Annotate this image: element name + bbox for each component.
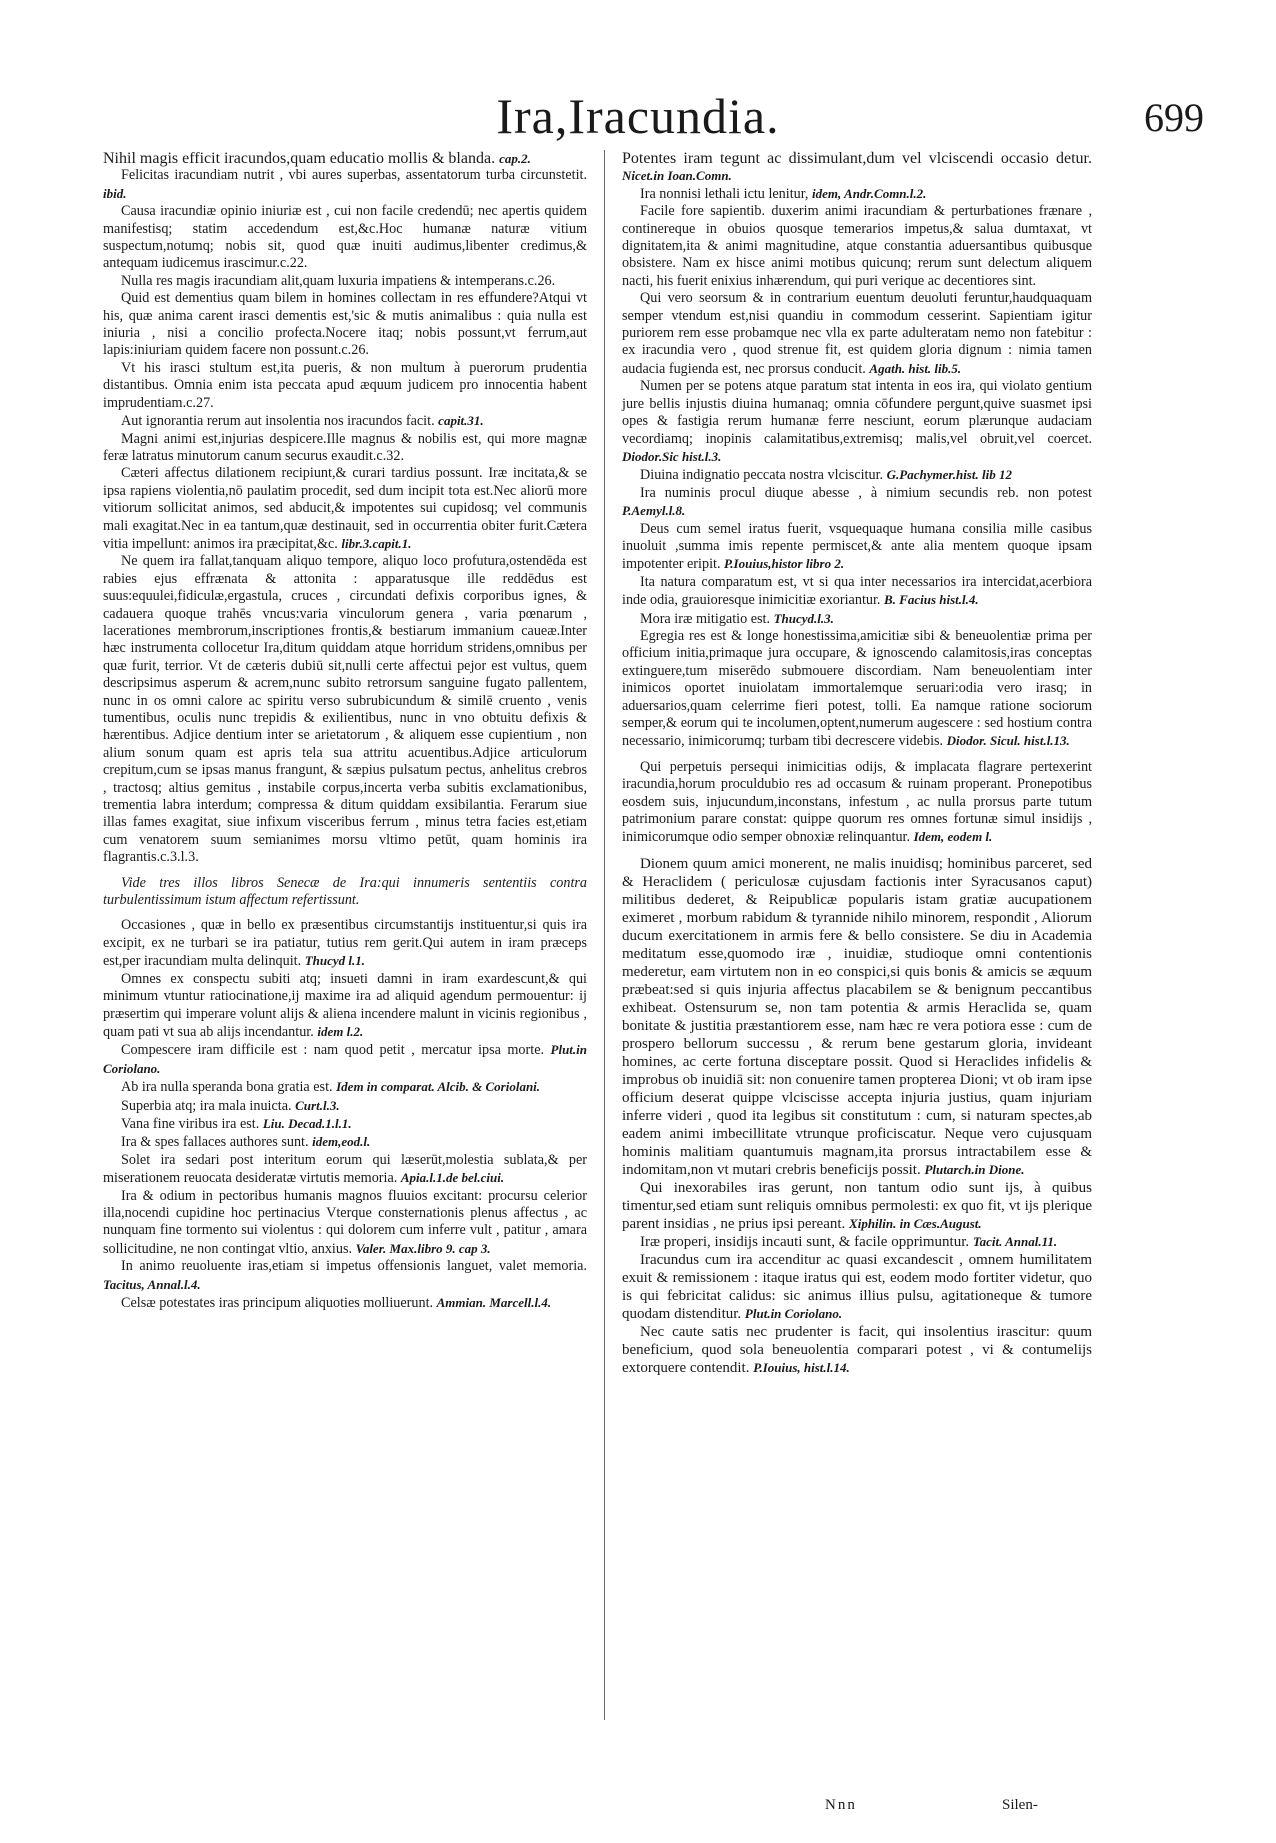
entry-paragraph [103,553,587,866]
entry-paragraph [103,1258,587,1294]
entry-text: Omnes ex conspectu subiti atq; insueti damni in iram exardescunt,& qui minimum vtuntur ratiocinatione,ij maxime ira ad aliquid agendum permouentur: ij præsertim qui imperare volunt alijs & aliena incendere malunt in vicinis regionibus , quam pati vt sua ab alijs incendantur. [103,970,587,1040]
source-citation: Thucyd.l.3. [773,610,834,626]
entry-paragraph [622,466,1092,484]
entry-text: Qui perpetuis persequi inimicitias odijs, & implacata flagrare pertexerint iracundia,horum proculdubio res ad occasum & ruinam properant. Pronepotibus eosdem suis, injucundum,inconstans, infestum , ac nulla prorsus parte tutum patrimonium parare constat: quippe quorum res omnes fortunæ simul insidijs , inimicorumque odio semper obnoxiæ relinquantur. [622,758,1092,846]
source-citation: G.Pachymer.hist. lib 12 [886,467,1012,483]
entry-paragraph [622,1179,1092,1233]
entry-paragraph [103,150,587,167]
source-citation: Plutarch.in Dione. [924,1161,1025,1177]
entry-paragraph [103,290,587,360]
source-citation: Diodor. Sicul. hist.l.13. [946,733,1070,749]
entry-text: Qui vero seorsum & in contrarium euentum deuoluti feruntur,haudquaquam semper vtendum est,nisi quandiu in commodum cesserint. Sapientiam igitur puriorem rem esse probamque nec vlla ex parte adulteratam nemo non fatebitur : ex iracundia vero , quod strenue fit, est quidem gloria dignum : nimia tamen audacia fugienda est, nec prorsus conducit. [622,290,1092,377]
column-divider [604,150,605,1720]
entry-paragraph [103,465,587,553]
source-citation: Thucyd l.1. [304,953,366,969]
entry-paragraph [622,1233,1092,1251]
source-citation: Idem in comparat. Alcib. & Coriolani. [336,1079,541,1095]
source-citation: Tacit. Annal.11. [972,1233,1058,1249]
entry-paragraph [622,485,1092,521]
entry-text: Ne quem ira fallat,tanquam aliquo tempore, aliquo loco profutura,ostendēda est rabies ejus effrænata & attonita : apparatusque ille reddēdus est suus:equulei,fidiculæ,ergastula, cruces , circundati defixis corporibus ignes, & cadauera quoque trahēs vncus:varia vinculorum genera , varia pœnarum , lacerationes membrorum,inscriptiones frontis,& bestiarum immanium caueæ.Inter hæc instrumenta collocetur Ira,ditum quiddam atque horridum stridens,omnibus per quæ furit, terrior. Vt de cæteris dubiū sit,nulli certe affectui pejor est vultus, quem descripsimus asperum & acrem,nunc subito retrorsum sanguine fugato pallentem, nunc in os omni calore ac spiritu verso subrubicundum & similē cruento , venis tumentibus, oculis nunc trepidis & exilientibus, nunc in vno obtuitu defixis & hærentibus. Adjice dentium inter se arietatorum , & aliquem esse cupientium , non alium sonum quam est apris tela sua attritu acuentibus.Adjice articulorum crepitum,cum se ipsas manus frangunt, & sæpius pulsatum pectus, anhelitus crebros , tractosq; altius gemitus , instabile corpus,incerta verba subitis exclamationibus, trementia labra interdum; compressa & ditum quiddam exsibilantia. Ferarum siue illas fames exagitat, siue infixum visceribus ferrum , minus tetra facies est,etiam cum venatorem suum semianimes morsu vltimo petūt, quam hominis ira flagrantis.c.3.l.3. [103,553,587,866]
entry-text: Cæteri affectus dilationem recipiunt,& curari tardius possunt. Iræ incitata,& se ipsa rapiens violentia,nō paulatim procedit, sed dum incipit tota est.Nec aliorū more vitiorum sollicitat animos, sed abducit,& impotentes sui cupidosq; vel communis mali exagitat.Nec in ea tantum,quæ destinauit, sed in occurrentia obiter furit.Cætera vitia impellunt: animos ira præcipitat,&c. [103,465,587,552]
entry-text: Solet ira sedari post interitum eorum qui læserūt,molestia sublata,& per miserationem reuocata desideratæ virtutis memoria. [103,1151,587,1187]
entry-text: Compescere iram difficile est : nam quod petit , mercatur ipsa morte. [121,1042,545,1059]
source-citation: cap.2. [499,151,531,166]
entry-text: Deus cum semel iratus fuerit, vsquequaque humana consilia mille casibus inuoluit ,summa imis repente permiscet,& ante alia mentem quoque ipsam impotenter eripit. [622,520,1092,573]
source-citation: idem l.2. [317,1023,364,1039]
entry-text: Celsæ potestates iras principum aliquoties molliuerunt. [121,1295,434,1311]
entry-paragraph [622,1251,1092,1323]
source-citation: Tacitus, Annal.l.4. [103,1276,201,1292]
entry-text: In animo reuoluente iras,etiam si impetus offensionis languet, valet memoria. [121,1258,587,1275]
entry-paragraph [622,759,1092,847]
entry-paragraph [622,574,1092,610]
entry-text: Potentes iram tegunt ac dissimulant,dum vel vlciscendi occasio detur. [622,150,1092,167]
entry-text: Nec caute satis nec prudenter is facit, qui insolentius irascitur: quum beneficium, quod sola beneuolentia comparari potest , vi & contumelijs extorquere contendit. [622,1323,1092,1376]
entry-paragraph [622,855,1092,1179]
entry-paragraph [103,1041,587,1078]
entry-text: Iracundus cum ira accenditur ac quasi excandescit , omnem humilitatem exuit & remissionem : itaque iratus qui est, eodem modo fortiter videtur, quo is qui febricitat calidus: sic animus illius pulsu, agitationeque & tumore quodam distenditur. [622,1251,1092,1322]
source-citation: Curt.l.3. [295,1097,340,1113]
entry-paragraph [622,185,1092,203]
signature-mark: Nnn [825,1797,857,1813]
source-citation: P.Iouius,histor libro 2. [724,556,845,572]
entry-text: Numen per se potens atque paratum stat intenta in eos ira, qui violato gentium jure bellis injustis diuina humanaq; omnia cōfundere pergunt,quive suasmet ipsi opes & fastigia rerum humanæ ferre nesciunt, eorum plærunque audaciam vecordiamq; inopinis calamitatibus,extremisq; malis,vel obruit,vel coercet. [622,378,1092,447]
source-citation: Agath. hist. lib.5. [869,360,962,376]
entry-paragraph [622,150,1092,185]
entry-text: Ira nonnisi lethali ictu lenitur, [640,185,809,202]
entry-text: Felicitas iracundiam nutrit , vbi aures superbas, assentatorum turba circunstetit. [121,167,587,184]
source-citation: Diodor.Sic hist.l.3. [622,448,722,464]
source-citation: idem,eod.l. [312,1134,371,1150]
source-citation: P.Iouius, hist.l.14. [753,1359,850,1375]
entry-paragraph [103,203,587,273]
source-citation: Plut.in Coriolano. [744,1305,843,1321]
entry-text: Mora iræ mitigatio est. [640,610,771,627]
entry-text: Occasiones , quæ in bello ex præsentibus circumstantijs instituentur,si quis ira excipit, ex ne turbari se ira patiatur, tutius rem gerit.Qui autem in iram præceps est,per iracundiam multa delinquit. [103,917,587,970]
entry-text: Ira & odium in pectoribus humanis magnos fluuios excitant: procursu celerior illa,nocendi cupidine hoc pertinacius Vterque consternationis plenus affectus , ac nunquam fine tormento sui violentus : qui dolorem cum inferre vult , patitur , amara sollicitudine, ne non contingat vltio, anxius. [103,1187,587,1257]
entry-text: Nihil magis efficit iracundos,quam educatio mollis & blanda. [103,150,496,167]
entry-paragraph [622,521,1092,574]
page-number: 699 [1144,95,1204,140]
entry-paragraph [103,971,587,1042]
entry-paragraph [103,1078,587,1096]
entry-paragraph [103,1294,587,1312]
source-citation: libr.3.capit.1. [341,535,412,551]
entry-paragraph [622,1323,1092,1377]
entry-paragraph [103,167,587,203]
entry-text: Vt his irasci stultum est,ita pueris, & non multum à puerorum prudentia distantibus. Omnia enim ista peccata apud æquum judicem pro innocentia habent imprudentiam.c.27. [103,359,587,411]
source-citation: capit.31. [438,413,484,429]
entry-paragraph [103,1115,587,1133]
page-title: Ira,Iracundia. [496,88,780,144]
source-citation: idem, Andr.Comn.l.2. [812,185,927,201]
source-citation: Ammian. Marcell.l.4. [436,1295,552,1310]
entry-text: Qui inexorabiles iras gerunt, non tantum odio sunt ijs, à quibus timentur,sed etiam sunt reliquis omnibus permolesti: ex quo fit, vt ijs plerique parent insidias , ne prius ipsi pereant. [622,1179,1092,1232]
entry-text: Egregia res est & longe honestissima,amicitiæ sibi & beneuolentiæ prima per officium initia,primaque jura occupare, & ignoscendo calamitosis,iras conceptas extinguere,tum miserēdo submouere discordiam. Nam beneuolentiam inter inimicos oportet inuiolatam immortalemque seruari:odia vero irasq; in aduersarios,quam celerrime fieri potest, tolli. Ea namque ratione sociorum semper,& eorum qui te incolumen,optent,numerum augescere : sed hostium contra necessario, inimicorumq; turbam tibi decrescere videbis. [622,627,1092,750]
entry-text: Vana fine viribus ira est. [121,1115,260,1132]
entry-text: Iræ properi, insidijs incauti sunt, & facile opprimuntur. [640,1233,970,1250]
entry-text: Ita natura comparatum est, vt si qua inter necessarios ira intercidat,acerbiora inde odia, grauioresque inimicitiæ exoriantur. [622,573,1092,609]
source-citation: Liu. Decad.1.l.1. [262,1115,352,1131]
entry-paragraph [622,610,1092,628]
source-citation: Xiphilin. in Cæs.August. [849,1215,982,1231]
page-footer [0,1797,1276,1821]
page-header [0,86,1276,156]
entry-text: Ira numinis procul diuque abesse , à nimium secundis reb. non potest [640,484,1092,501]
source-citation: Nicet.in Ioan.Comn. [622,168,732,184]
entry-paragraph [103,431,587,466]
catchword: Silen- [1002,1797,1038,1813]
entry-paragraph [622,628,1092,751]
entry-paragraph [622,290,1092,378]
source-citation: P.Aemyl.l.8. [622,503,686,519]
entry-paragraph [622,378,1092,466]
entry-paragraph [103,360,587,412]
entry-paragraph [103,875,587,910]
left-column [103,150,587,1312]
entry-paragraph [103,412,587,430]
entry-paragraph [103,1188,587,1259]
entry-text: Magni animi est,injurias despicere.Ille magnus & nobilis est, qui more magnæ feræ latratus minutorum canum securus exaudit.c.32. [103,430,587,464]
entry-paragraph [103,273,587,290]
entry-paragraph [103,1152,587,1188]
entry-text: Nulla res magis iracundiam alit,quam luxuria impatiens & intemperans.c.26. [121,272,556,289]
source-citation: ibid. [103,185,127,201]
entry-text: Ira & spes fallaces authores sunt. [121,1134,309,1151]
entry-text: Causa iracundiæ opinio iniuriæ est , cui non facile credendū; nec apertis quidem manifestisq; statim accedendum est,&c.Hoc humanæ naturæ vitium suspectum,notumq; nobis sit, quod quæ inuiti audimus,libenter credimus,& antequam iudicemus irascimur.c.22. [103,203,587,272]
entry-paragraph [103,1133,587,1151]
entry-text: Dionem quum amici monerent, ne malis inuidisq; hominibus parceret, sed & Heraclidem ( periculosæ cujusdam factionis inter Syracusanos caput) militibus dederet, & Reipublicæ popularis istam gratiæ aucupationem eximeret , morbum rabidum & tyrannide nihilo minorem, respondit , Aliorum ducum exercitationem in armis fere & bello consistere. Se diu in Academia meditatum esse,quomodo iræ , inuidiæ, studioque omni contentionis mederetur, eam virtutem non in eo conspici,si quis bonis & amicis se æquum præbeat:sed si quis injuria affectus placabilem se & benignum peccantibus exhibeat. Ostensurum se, non tam potentia & armis Heraclida se, quam bonitate & justitia præstantiorem esse, nam hæc re vera potiora esse : cum de prospero bellorum successu , & rerum bene gestarum gloria, invideant homines, ac certe fortuna disceptare possit. Quod si Heraclides infidelis & improbus ob inuidiā sit: non conuenire tamen propterea Dioni; vt ob iram ipse officium deserat quippe vlciscisse accepta injuria justius, quam injuriam inferre videri , quod ita legibus sit constitutum : cum, si naturam spectes,ab eadem animi imbecillitate vtrunque proficiscatur. Neque vero cujusquam hominis malitiam quantumuis magnam,ita prorsus intractabilem esse & indomitam,non vt mutari crebris beneficijs possit. [622,855,1092,1178]
entry-text: Diuina indignatio peccata nostra vlciscitur. [640,467,884,484]
entry-paragraph [103,1097,587,1115]
entry-text: Facile fore sapientib. duxerim animi iracundiam & perturbationes frænare , continereque in obuios quosque temerarios impetus,& salua dumtaxat, vt dignitatem,ita & animi magnitudine, atque constantia aduersantibus quibusque obsistere. Nam ex hisce animi motibus quicunq; rerum sunt delectum aliquem nacti, his fuerit enixius inhærendum, qui puri verique ac decentiores sint. [622,203,1092,289]
entry-paragraph [622,203,1092,290]
entry-text: Aut ignorantia rerum aut insolentia nos iracundos facit. [121,413,435,430]
entry-text: Quid est dementius quam bilem in homines collectam in res effundere?Atqui vt his, quæ anima carent irasci dementis est,'sic & mutis animalibus : quia nulla est iniuria , nisi a concilio profecta.Nocere itaq; nobis possunt,vt ferrum,aut lapis:iniuriam quidem facere non possunt.c.26. [103,290,587,359]
source-citation: Apia.l.1.de bel.ciui. [400,1170,505,1186]
source-citation: Plut.in Coriolano. [103,1042,588,1076]
entry-text: Ab ira nulla speranda bona gratia est. [121,1079,333,1096]
entry-paragraph [103,917,587,970]
entry-text: Superbia atq; ira mala inuicta. [121,1097,292,1114]
right-column [622,150,1092,1377]
source-citation: Idem, eodem l. [913,829,993,845]
entry-text: Vide tres illos libros Senecæ de Ira:qui innumeris sententiis contra turbulentissimum istum affectum refertissunt. [103,874,587,909]
source-citation: Valer. Max.libro 9. cap 3. [355,1240,491,1256]
source-citation: B. Facius hist.l.4. [884,592,979,608]
